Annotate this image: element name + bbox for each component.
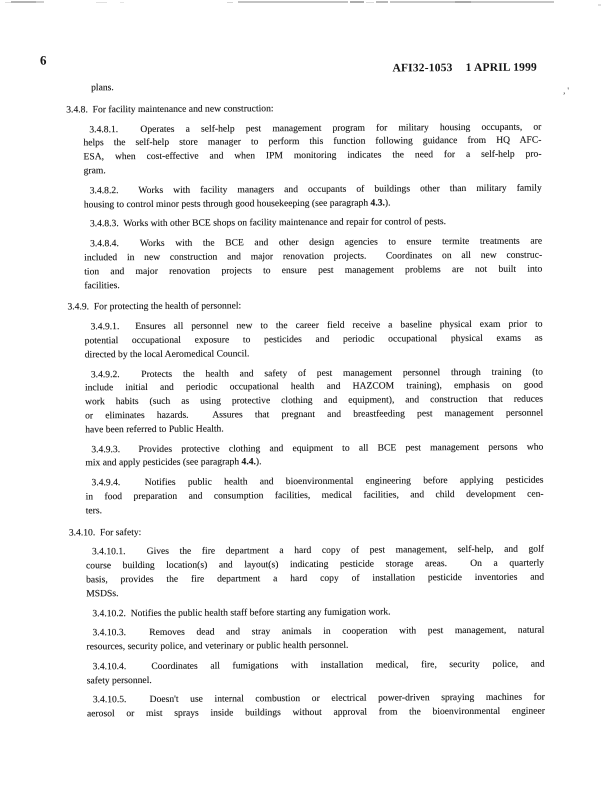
text-line: facilities. bbox=[84, 279, 120, 291]
text-line bbox=[85, 454, 543, 471]
paragraph-3-4-8 bbox=[66, 100, 550, 117]
text-line: 3.4.10.5. Doesn't use internal combustion or electrical power-driven spraying machines for bbox=[92, 692, 545, 706]
text-line: resources, security police, and veterinary or public health personnel. bbox=[86, 639, 349, 653]
text-line: 3.4.10.3. Removes dead and stray animals in cooperation with pest management, natural bbox=[92, 624, 545, 639]
text-segment: housing to control minor pests through good housekeeping (see paragraph bbox=[83, 197, 371, 210]
text-line: 3.4.9.3. Provides protective clothing and equipment to all BCE pest management persons who bbox=[91, 441, 544, 455]
paragraph-reference: 4.4. bbox=[241, 456, 256, 468]
text-segment: mix and apply pesticides (see paragraph bbox=[85, 456, 242, 469]
text-line: or eliminates hazards. Assures that pregnant and breastfeeding pest management personnel bbox=[85, 407, 544, 422]
publication-id: AFI32-1053 bbox=[392, 62, 453, 75]
paragraph-3-4-8-2 bbox=[84, 181, 542, 211]
paragraph-3-4-8-1 bbox=[83, 120, 541, 178]
document-body bbox=[0, 78, 612, 722]
text-line: included in new construction and major renovation projects. Coordinates on all new construc- bbox=[84, 249, 543, 264]
text-line: 3.4.8.3. Works with other BCE shops on facility maintenance and repair for control of pests. bbox=[89, 216, 447, 230]
paragraph-3-4-9-1 bbox=[85, 318, 543, 362]
text-line: safety personnel. bbox=[86, 674, 152, 687]
text-line: tion and major renovation projects to ensure pest management problems are not built into bbox=[84, 263, 543, 278]
text-line: course building location(s) and layout(s) indicating pesticide storage areas. On a quarterly bbox=[86, 557, 545, 572]
text-line: MSDSs. bbox=[86, 587, 119, 600]
text-line: 3.4.9.4. Notifies public health and bioenvironmental engineering before applying pesticides bbox=[91, 474, 544, 489]
text-line: plans. bbox=[91, 82, 114, 94]
paragraph-3-4-9-4 bbox=[85, 474, 543, 518]
ink-speck: ,' bbox=[563, 85, 572, 96]
paragraph-reference: 4.3. bbox=[370, 197, 385, 209]
paragraph-3-4-9-3 bbox=[85, 440, 543, 470]
text-line: 3.4.10.1. Gives the fire department a hard copy of pest management, self-help, and golf bbox=[91, 543, 544, 558]
text-line: 3.4.8.4. Works with the BCE and other design agencies to ensure termite treatments are bbox=[90, 235, 543, 250]
text-segment: ). bbox=[255, 456, 262, 468]
page-number: 6 bbox=[39, 52, 47, 68]
text-segment: ). bbox=[384, 197, 391, 209]
paragraph-3-4-10-2 bbox=[86, 604, 544, 621]
paragraph-3-4-10 bbox=[69, 523, 553, 540]
paragraph-3-4-9-2 bbox=[85, 365, 543, 437]
text-line: potential occupational exposure to pesticides and periodic occupational physical exams as bbox=[84, 332, 543, 347]
paragraph-3-4-10-5 bbox=[87, 691, 545, 721]
text-line: aerosol or mist sprays inside buildings without approval from the bioenvironmental engineer bbox=[86, 705, 545, 720]
text-line: have been referred to Public Health. bbox=[85, 423, 224, 436]
text-line: basis, provides the fire department a hard copy of installation pesticide inventories and bbox=[86, 571, 545, 586]
text-line bbox=[84, 195, 542, 212]
text-line: 3.4.9.2. Protects the health and safety of pest management personnel through training (to bbox=[90, 366, 543, 380]
text-line: gram. bbox=[83, 165, 106, 177]
text-line: work habits (such as using protective clothing and equipment), and construction that reduces bbox=[84, 393, 544, 408]
text-line: ESA, when cost-effective and when IPM monitoring indicates the need for a self-help pro- bbox=[83, 148, 542, 163]
paragraph-3-4-9 bbox=[67, 298, 551, 315]
text-line: directed by the local Aeromedical Council. bbox=[84, 348, 250, 361]
text-line: 3.4.8. For facility maintenance and new construction: bbox=[66, 102, 274, 116]
text-line: in food preparation and consumption facilities, medical facilities, and child development cen- bbox=[85, 488, 544, 503]
text-line: 3.4.10.2. Notifies the public health staff before starting any fumigation work. bbox=[92, 605, 391, 619]
text-line: 3.4.9. For protecting the health of personnel: bbox=[67, 300, 242, 313]
paragraph-plans-continuation bbox=[91, 78, 610, 95]
text-line: 3.4.9.1. Ensures all personnel new to the career field receive a baseline physical exam prior to bbox=[90, 318, 543, 333]
paragraph-3-4-10-1 bbox=[86, 543, 544, 601]
paragraph-3-4-8-3 bbox=[84, 215, 542, 232]
text-line: include initial and periodic occupational health and HAZCOM training), emphasis on good bbox=[84, 379, 543, 394]
page-header bbox=[392, 62, 537, 75]
paragraph-3-4-8-4 bbox=[84, 235, 542, 293]
text-line: ters. bbox=[85, 504, 102, 517]
text-line: 3.4.8.1. Operates a self-help pest management program for military housing occupants, or bbox=[89, 121, 542, 135]
text-line: 3.4.10.4. Coordinates all fumigations with installation medical, fire, security police, and bbox=[92, 658, 545, 673]
text-line: 3.4.10. For safety: bbox=[68, 526, 142, 538]
paragraph-3-4-10-4 bbox=[87, 657, 545, 687]
publication-date: 1 APRIL 1999 bbox=[465, 61, 538, 75]
paragraph-3-4-10-3 bbox=[86, 624, 544, 654]
text-line: helps the self-help store manager to perform this function following guidance from HQ AFC- bbox=[83, 134, 542, 149]
text-line: 3.4.8.2. Works with facility managers and occupants of buildings other than military family bbox=[89, 182, 542, 197]
